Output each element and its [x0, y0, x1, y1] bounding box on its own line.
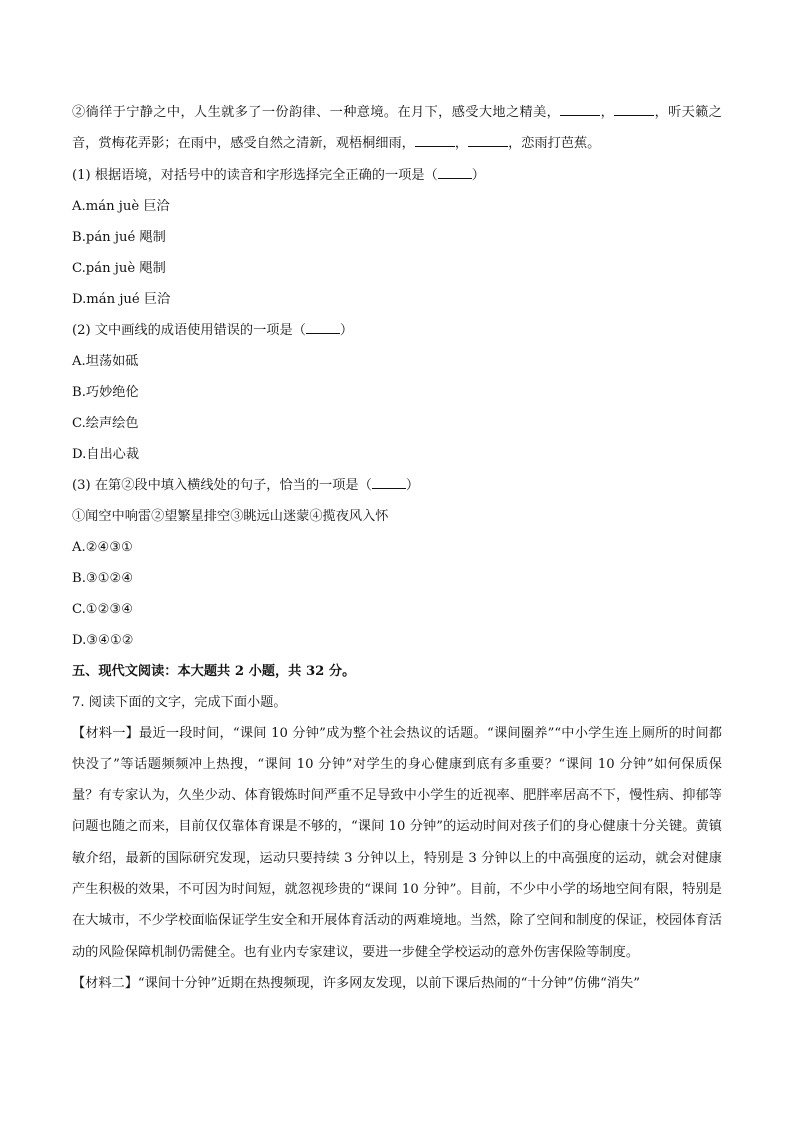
passage-text: ， [454, 136, 469, 152]
option-b: B.巧妙绝伦 [72, 384, 139, 400]
section-heading: 五、现代文阅读：本大题共 2 小题，共 32 分。 [72, 663, 356, 679]
passage-text: ， [600, 105, 615, 120]
passage-text: ②徜徉于宁静之中，人生就多了一份韵律、一种意境。在月下，感受大地之精美， [72, 105, 561, 120]
blank-2 [614, 102, 654, 116]
question-1-stem: (1) 根据语境，对括号中的读音和字形选择完全正确的一项是（ ） [72, 160, 722, 191]
passage-text: ，恋雨打芭蕉。 [508, 136, 601, 152]
blank-1 [560, 102, 600, 116]
document-page [72, 97, 722, 999]
blank-3 [415, 133, 455, 147]
passage-paragraph-2 [72, 97, 722, 160]
option-a: A.mán juè 巨洽 [72, 198, 170, 214]
option-d: D.自出心裁 [72, 446, 140, 462]
option-c: C.绘声绘色 [72, 415, 139, 431]
answer-blank [438, 165, 472, 179]
blank-4 [468, 133, 508, 147]
option-b: B.③①②④ [72, 570, 134, 586]
question-2-stem: (2) 文中画线的成语使用错误的一项是（ ） [72, 315, 722, 346]
option-d: D.③④①② [72, 632, 134, 648]
material-2: 【材料二】“课间十分钟”近期在热搜频现，许多网友发现，以前下课后热闹的“十分钟”仿佛“消失” [72, 975, 640, 991]
answer-blank [306, 320, 340, 334]
option-a: A.坦荡如砥 [72, 353, 139, 369]
option-b: B.pán jué 飓制 [72, 229, 166, 245]
material-1: 【材料一】最近一段时间，“课间 10 分钟”成为整个社会热议的话题。“课间圈养”“中小学生连上厕所的时间都快没了”等话题频频冲上热搜，“课间 10 分钟”对学生的身心健康到底有多重要？“课间 10 分钟”如何保质保量？有专家认为，久坐少动、体育锻炼时间严重不足导致中小学生的近视率、肥胖率居高不下，慢性病、抑郁等问题也随之而来，目前仅仅靠体育课是不够的，“课间 10 分钟”的运动时间对孩子们的身心健康十分关键。黄镇敏介绍，最新的国际研究发现，运动只要持续 3 分钟以上，特别是 3 分钟以上的中高强度的运动，就会对健康产生积极的效果，不可因为时间短，就忽视珍贵的“课间 10 分钟”。目前，不少中小学的场地空间有限，特别是在大城市，不少学校面临保证学生安全和开展体育活动的两难境地。当然，除了空间和制度的保证，校园体育活动的风险保障机制仍需健全。也有业内专家建议，要进一步健全学校运动的意外伤害保险等制度。 [72, 725, 722, 960]
question-3-sentences: ①闻空中响雷②望繁星排空③眺远山迷蒙④揽夜风入怀 [72, 508, 389, 524]
option-a: A.②④③① [72, 539, 134, 555]
passage-text: ，听天籁之音，赏梅花弄影；在雨中，感受自然之清新，观梧桐细雨， [72, 105, 722, 152]
question-3-stem: (3) 在第②段中填入横线处的句子，恰当的一项是（ ） [72, 470, 722, 501]
option-c: C.pán juè 飓制 [72, 260, 166, 276]
question-7-stem: 7. 阅读下面的文字，完成下面小题。 [72, 694, 287, 710]
option-c: C.①②③④ [72, 601, 134, 617]
answer-blank [372, 475, 406, 489]
option-d: D.mán jué 巨洽 [72, 291, 171, 307]
